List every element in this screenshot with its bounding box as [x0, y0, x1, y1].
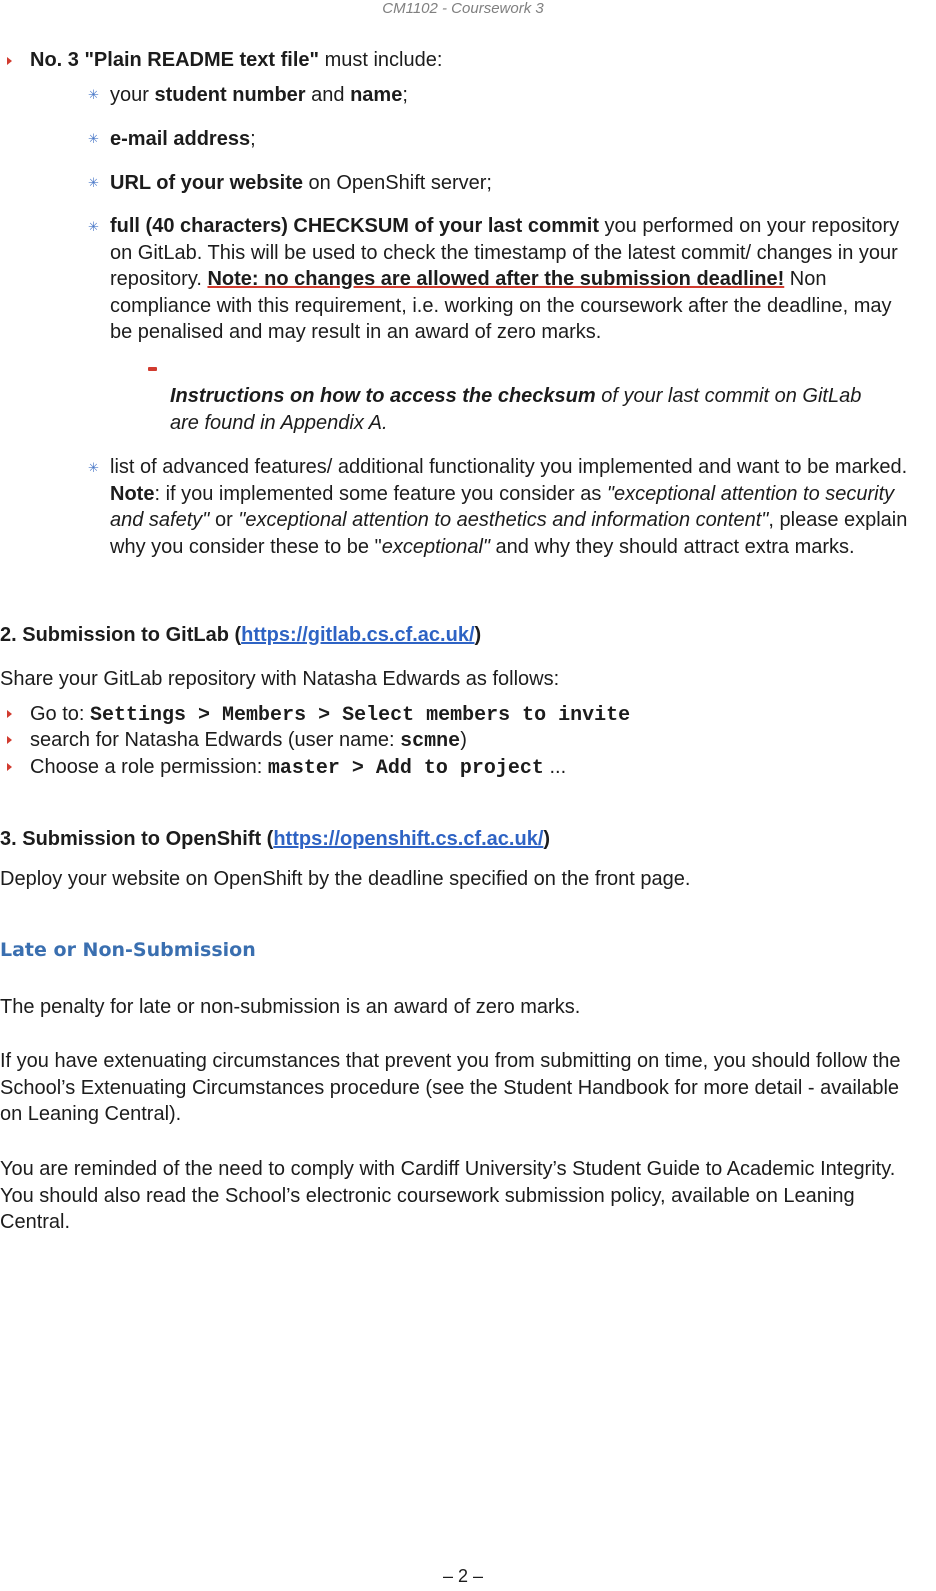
openshift-text: Deploy your website on OpenShift by the deadline specified on the front page. — [0, 868, 691, 890]
gitlab-link[interactable]: https://gitlab.cs.cf.ac.uk/ — [241, 624, 475, 646]
star-bullet-icon: ✳ — [88, 219, 99, 234]
text: of your last commit on GitLab are found in Appendix A. — [170, 385, 862, 434]
readme-title — [30, 47, 910, 74]
code: Settings > Members > Select members to invite — [90, 704, 631, 727]
text: exceptional" — [381, 535, 490, 558]
openshift-heading — [0, 826, 930, 853]
readme-title-bold: No. 3 "Plain README text file" — [30, 49, 320, 71]
deadline-note: Note: no changes are allowed after the submission deadline! — [207, 268, 785, 290]
star-bullet-icon: ✳ — [88, 175, 99, 190]
gitlab-step-3 — [30, 754, 930, 783]
text: list of advanced features/ additional functionality you implemented and want to be marked. — [110, 456, 908, 478]
late-paragraph-1: The penalty for late or non-submission is an award of zero marks. — [0, 996, 581, 1018]
text: ) — [543, 828, 551, 850]
text: and — [305, 84, 351, 106]
page-number: – 2 – — [442, 1566, 484, 1586]
gitlab-intro: Share your GitLab repository with Natasha Edwards as follows: — [0, 668, 560, 690]
checksum-instructions — [170, 383, 890, 436]
text: on OpenShift server; — [303, 172, 492, 194]
readme-item-email — [110, 126, 930, 153]
star-bullet-icon: ✳ — [88, 87, 99, 102]
text: e-mail address — [110, 128, 251, 150]
late-heading: Late or Non-Submission — [0, 939, 256, 961]
text: Note — [110, 482, 155, 505]
text: , please explain why you consider these to be " — [110, 509, 908, 558]
gitlab-step-1 — [30, 701, 930, 730]
readme-item-url — [110, 170, 930, 197]
code: scmne — [400, 730, 461, 753]
text: you performed on your repository on GitLab. This will be used to check the timestamp of the latest commit/ changes in your repository. — [110, 215, 900, 290]
text: URL of your website — [110, 172, 303, 194]
text: Instructions on how to access the checksum — [170, 385, 596, 407]
bullet-icon — [7, 763, 12, 771]
text: 3. Submission to OpenShift ( — [0, 828, 274, 850]
text: full (40 characters) CHECKSUM of your last commit — [110, 215, 599, 237]
late-paragraph-3: You are reminded of the need to comply with Cardiff University’s Student Guide to Academic Integrity. You should also read the School’s electronic coursework submission policy, available on Leaning Central. — [0, 1158, 896, 1233]
readme-item-student — [110, 82, 930, 109]
star-bullet-icon: ✳ — [88, 131, 99, 146]
text: or — [209, 509, 239, 531]
text: "exceptional attention to aesthetics and information content" — [238, 509, 769, 531]
bullet-icon — [7, 57, 12, 65]
bullet-icon — [7, 710, 12, 718]
readme-item-checksum — [110, 213, 910, 346]
text: ... — [543, 756, 567, 778]
text: ; — [250, 128, 256, 150]
text: Go to: — [30, 703, 91, 725]
dash-bullet-icon — [148, 367, 157, 371]
text: Choose a role permission: — [30, 756, 268, 778]
gitlab-heading — [0, 622, 930, 649]
text: Non compliance with this requirement, i.e. working on the coursework after the deadline, may be penalised and may result in an award of zero marks. — [110, 268, 892, 343]
text: your — [110, 84, 155, 106]
text: : if you implemented some feature you consider as — [154, 482, 607, 505]
page-header: CM1102 - Coursework 3 — [382, 0, 544, 17]
late-paragraph-2: If you have extenuating circumstances that prevent you from submitting on time, you should follow the School’s Extenuating Circumstances procedure (see the Student Handbook for more detail - available on Leaning Central). — [0, 1050, 901, 1125]
text: ) — [460, 729, 467, 751]
readme-title-rest: must include: — [319, 49, 443, 71]
text: ) — [474, 624, 482, 646]
text: and why they should attract extra marks. — [489, 535, 855, 558]
text: student number — [154, 84, 306, 106]
text: search for Natasha Edwards (user name: — [30, 729, 401, 751]
text: 2. Submission to GitLab ( — [0, 624, 242, 646]
text: ; — [402, 84, 408, 106]
readme-item-features — [110, 454, 928, 560]
text: "exceptional attention to security and safety" — [110, 482, 895, 531]
star-bullet-icon: ✳ — [88, 460, 99, 475]
code: master > Add to project — [267, 757, 544, 780]
openshift-link[interactable]: https://openshift.cs.cf.ac.uk/ — [273, 828, 544, 850]
text: name — [350, 84, 403, 106]
gitlab-step-2 — [30, 727, 930, 756]
bullet-icon — [7, 736, 12, 744]
